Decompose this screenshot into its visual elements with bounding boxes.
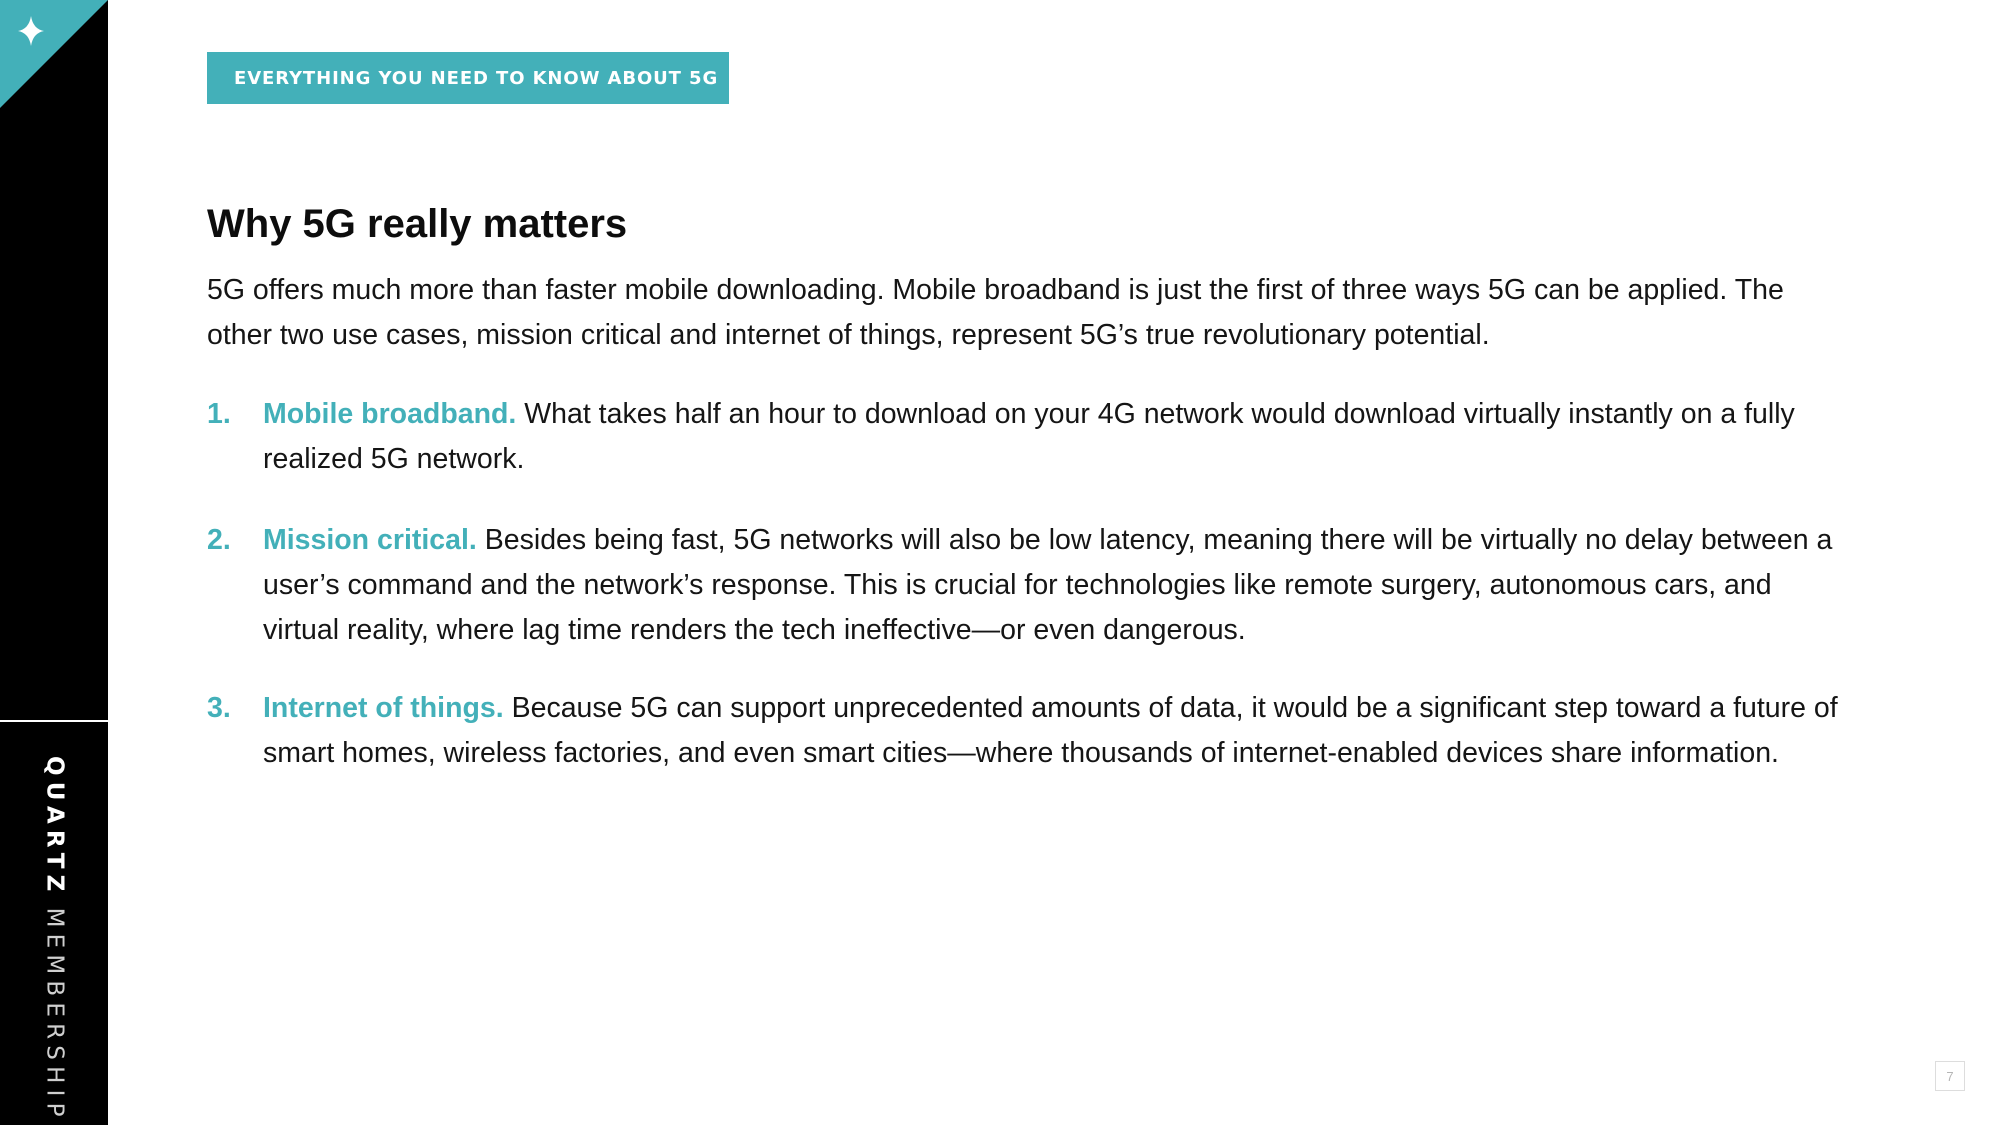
page-title: Why 5G really matters	[207, 202, 628, 246]
brand-name: QUARTZ	[41, 756, 68, 898]
brand-program: MEMBERSHIP	[41, 907, 68, 1123]
list-item	[207, 392, 1847, 482]
list-item-term: Mission critical.	[263, 524, 477, 556]
list-item	[207, 518, 1847, 653]
list-item-number: 1.	[207, 398, 231, 430]
list-item-text: Because 5G can support unprecedented amounts of data, it would be a significant step toward a future of smart homes, wireless factories, and even smart cities—where thousands of internet-enabled devices share information.	[263, 692, 1838, 769]
list-item-number: 2.	[207, 524, 231, 556]
list-item-number: 3.	[207, 692, 231, 724]
page-number: 7	[1935, 1061, 1965, 1091]
section-banner	[207, 52, 729, 104]
sparkle-icon	[0, 0, 108, 108]
intro-paragraph: 5G offers much more than faster mobile downloading. Mobile broadband is just the first of three ways 5G can be applied. The other two use cases, mission critical and internet of things, represent 5G’s true revolutionary potential.	[207, 274, 1784, 351]
sidebar-divider	[0, 720, 108, 722]
article-body	[207, 196, 1847, 776]
list-item-term: Internet of things.	[263, 692, 504, 724]
brand-wordmark	[43, 756, 66, 1123]
list-item-text: What takes half an hour to download on your 4G network would download virtually instantly on a fully realized 5G network.	[263, 398, 1795, 475]
section-banner-label: EVERYTHING YOU NEED TO KNOW ABOUT 5G	[234, 67, 719, 89]
use-case-list	[207, 392, 1847, 776]
sidebar	[0, 0, 108, 1125]
list-item-text: Besides being fast, 5G networks will also be low latency, meaning there will be virtually no delay between a user’s command and the network’s response. This is crucial for technologies like remote surgery, autonomous cars, and virtual reality, where lag time renders the tech ineffective—or even dangerous.	[263, 524, 1833, 646]
list-item-term: Mobile broadband.	[263, 398, 517, 430]
list-item	[207, 686, 1847, 776]
